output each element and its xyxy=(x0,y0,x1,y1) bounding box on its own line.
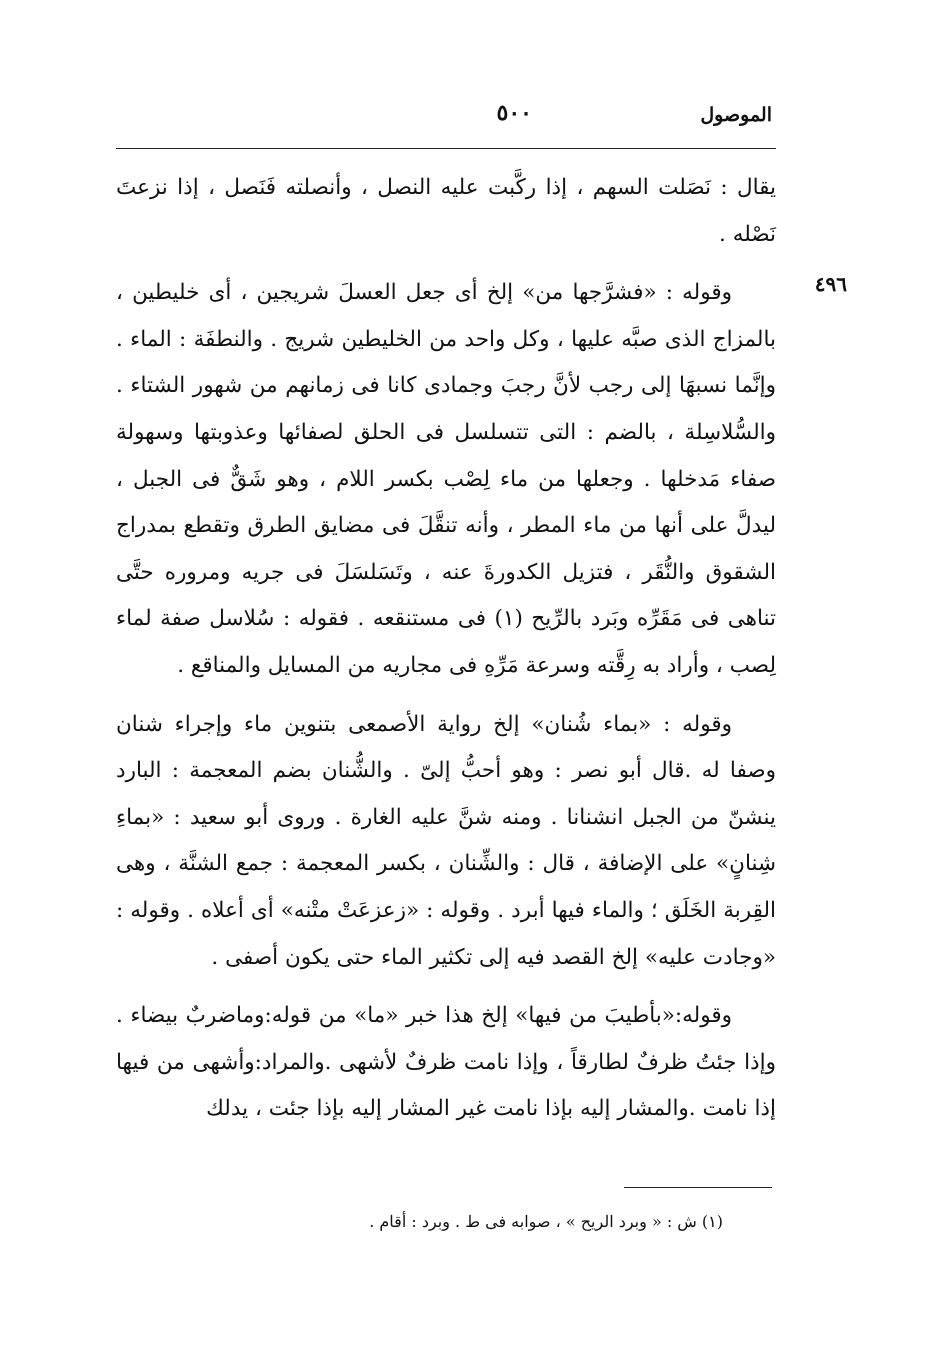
header-rule xyxy=(116,148,776,149)
paragraph-2: وقوله : «فشرَّجها من» إلخ أى جعل العسلَ شريجين ، أى خليطين ، بالمزاج الذى صبَّه عليها ، وكل واحد من الخليطين شريج . والنطفَة : الماء . وإنَّما نسبهَا إلى رجب لأنَّ رجبَ وجمادى كانا فى زمانهم من شهور الشتاء . والسُّلاسِلة ، بالضم : التى تتسلسل فى الحلق لصفائها وعذوبتها وسهولة صفاء مَدخلها . وجعلها من ماء لِصْب بكسر اللام ، وهو شَقٌّ فى الجبل ، ليدلَّ على أنها من ماء المطر ، وأنه تنقَّلَ فى مضايق الطرق وتقطع بمدراج الشقوق والنُّقَر ، فتزيل الكدورةَ عنه ، وتَسَلسَلَ فى جريه ومروره حتَّى تناهى فى مَقَرِّه وبَرد بالرِّيح (١) فى مستنقعه . فقوله : سُلاسل صفة لماء لِصب ، وأراد به رِقَّته وسرعة مَرِّهِ فى مجاريه من المسايل والمناقع . xyxy=(116,280,777,678)
body-text xyxy=(116,165,776,1145)
running-title: الموصول xyxy=(700,104,772,126)
footnote: (١) ش : « وبرد الريح » ، صوابه فى ط . وبرد : أقام . xyxy=(369,1212,723,1231)
page-number: ٥٠٠ xyxy=(496,100,532,126)
footnote-rule xyxy=(624,1187,772,1188)
margin-page-reference: ٤٩٦ xyxy=(814,272,847,296)
paragraph-1: يقال : نَصَلت السهم ، إذا ركَّبت عليه النصل ، وأنصلته فَنَصل ، إذا نزعتَ نَصْله . xyxy=(116,175,776,247)
paragraph-4: وقوله:«بأطيبَ من فيها» إلخ هذا خبر «ما» من قوله:وماضربٌ بيضاء . وإذا جئتُ ظرفٌ لطارقاً ، وإذا نامت ظرفٌ لأشهى .والمراد:وأشهى من فيها إذا نامت .والمشار إليه بإذا نامت غير المشار إليه بإذا جئت ، يدلك xyxy=(116,1003,776,1122)
page-header xyxy=(116,96,772,136)
paragraph-3: وقوله : «بماء شُنان» إلخ رواية الأصمعى بتنوين ماء وإجراء شنان وصفا له .قال أبو نصر : وهو أحبُّ إلىّ . والشُّنان بضم المعجمة : البارد ينشنّ من الجبل انشنانا . ومنه شنَّ عليه الغارة . وروى أبو سعيد : «بماءِ شِنانٍ» على الإضافة ، قال : والشِّنان ، بكسر المعجمة : جمع الشنَّة ، وهى القِربة الخَلَق ؛ والماء فيها أبرد . وقوله : «زعزعَتْ متْنه» أى أعلاه . وقوله : «وجادت عليه» إلخ القصد فيه إلى تكثير الماء حتى يكون أصفى . xyxy=(116,711,776,970)
